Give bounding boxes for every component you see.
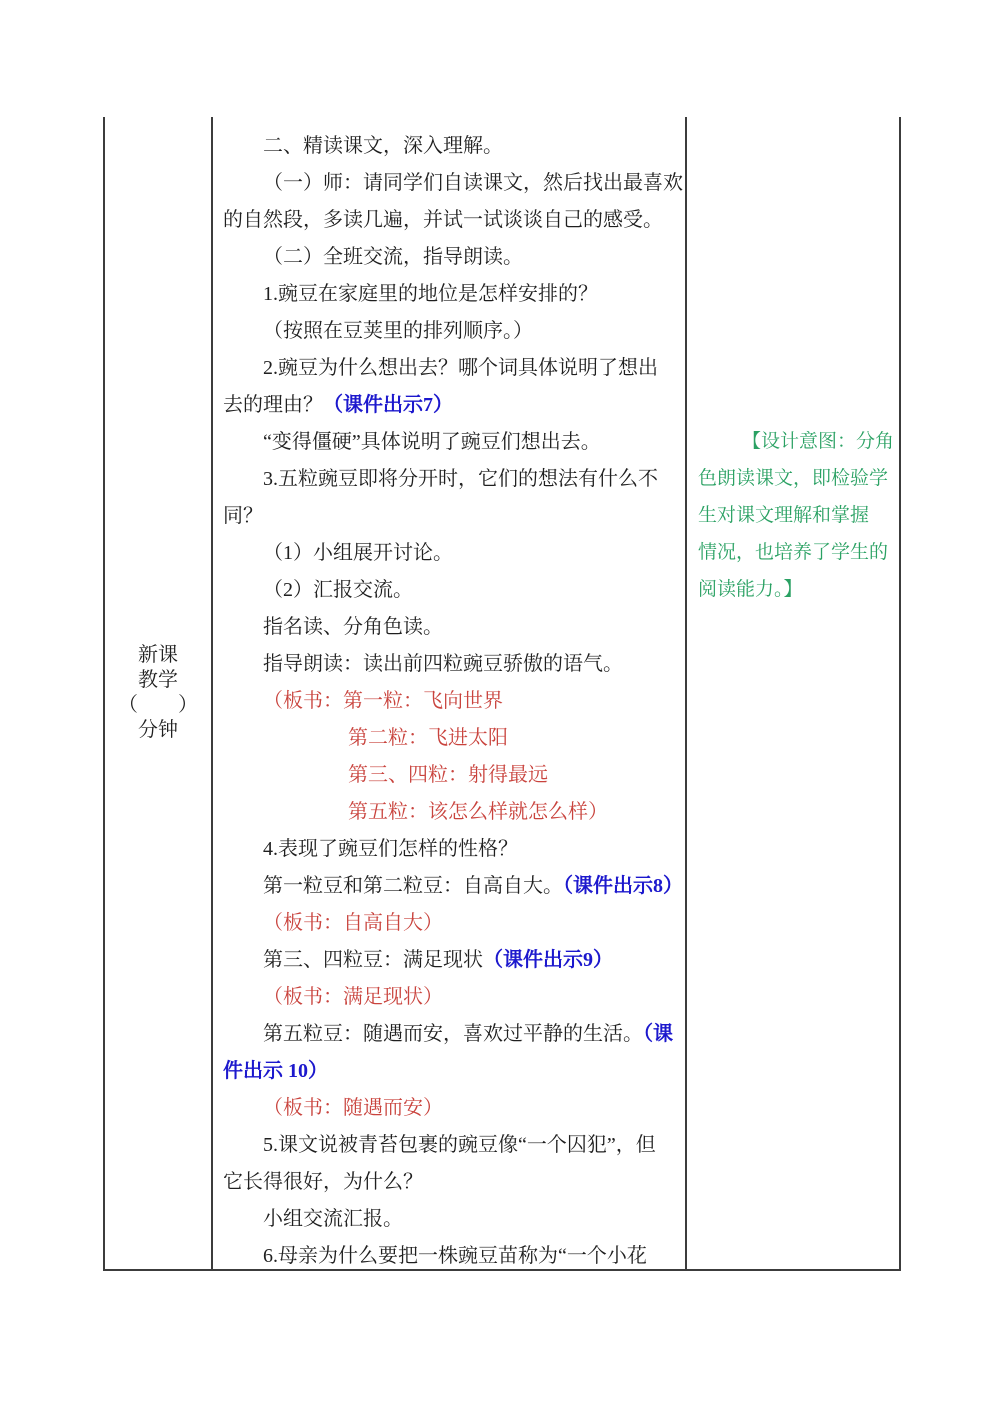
content-line xyxy=(223,831,683,868)
content-line xyxy=(223,646,683,683)
content-text: 第一粒豆和第二粒豆：自高自大。 xyxy=(263,875,563,897)
content-text: 指名读、分角色读。 xyxy=(263,616,443,638)
board-note-line xyxy=(223,979,683,1016)
board-note-text: （板书：随遇而安） xyxy=(263,1097,443,1119)
design-intent-cell xyxy=(687,117,899,1269)
design-intent-line: 情况，也培养了学生的 xyxy=(698,542,889,563)
content-text: （2）汇报交流。 xyxy=(263,579,413,601)
content-text: （按照在豆荚里的排列顺序。） xyxy=(263,320,533,342)
content-line xyxy=(223,128,683,165)
content-text: 6.母亲为什么要把一株豌豆苗称为“一个小花 xyxy=(263,1245,647,1267)
content-line xyxy=(223,276,683,313)
content-line xyxy=(223,868,683,905)
content-text: 同？ xyxy=(223,505,263,527)
board-note-line xyxy=(223,794,683,831)
content-line xyxy=(223,461,683,498)
board-note-line xyxy=(223,905,683,942)
stage-line: 教学 xyxy=(138,669,178,691)
content-text: 的自然段，多读几遍，并试一试谈谈自己的感受。 xyxy=(223,209,663,231)
content-text: 2.豌豆为什么想出去？哪个词具体说明了想出 xyxy=(263,357,658,379)
design-intent-line: 色朗读课文，即检验学 xyxy=(698,468,889,489)
stage-label xyxy=(118,643,198,743)
content-text: 3.五粒豌豆即将分开时，它们的想法有什么不 xyxy=(263,468,658,490)
content-line xyxy=(223,1164,683,1201)
content-text: 5.课文说被青苔包裹的豌豆像“一个囚犯”，但 xyxy=(263,1134,656,1156)
content-line xyxy=(223,572,683,609)
content-line xyxy=(223,165,683,202)
courseware-ref: （课件出示7） xyxy=(323,394,453,416)
content-text: 第五粒豆：随遇而安，喜欢过平静的生活。 xyxy=(263,1023,643,1045)
courseware-ref: （课件出示8） xyxy=(563,875,683,897)
content-line xyxy=(223,350,683,387)
content-text: （一）师：请同学们自读课文，然后找出最喜欢 xyxy=(263,172,683,194)
design-intent-line: 生对课文理解和掌握 xyxy=(698,505,870,526)
lesson-plan-table xyxy=(103,117,901,1271)
content-line xyxy=(223,1201,683,1238)
content-text: 它长得很好，为什么？ xyxy=(223,1171,423,1193)
content-text: 去的理由？ xyxy=(223,394,323,416)
stage-line: 新课 xyxy=(138,644,178,666)
content-line xyxy=(223,942,683,979)
content-text: （二）全班交流，指导朗读。 xyxy=(263,246,523,268)
content-line xyxy=(223,1238,683,1269)
stage-line: 分钟 xyxy=(138,719,178,741)
board-note-text: 第三、四粒：射得最远 xyxy=(348,764,548,786)
content-line xyxy=(223,1016,683,1053)
courseware-ref: （课 xyxy=(643,1023,673,1045)
board-note-line xyxy=(223,1090,683,1127)
content-text: “变得僵硬”具体说明了豌豆们想出去。 xyxy=(263,431,601,453)
content-line xyxy=(223,202,683,239)
content-text: 4.表现了豌豆们怎样的性格？ xyxy=(263,838,518,860)
board-note-text: 第二粒：飞进太阳 xyxy=(348,727,508,749)
board-note-text: 第五粒：该怎么样就怎么样） xyxy=(348,801,608,823)
content-line xyxy=(223,535,683,572)
content-line xyxy=(223,609,683,646)
content-text: 第三、四粒豆：满足现状 xyxy=(263,949,483,971)
content-text: 二、精读课文，深入理解。 xyxy=(263,135,503,157)
content-text: 1.豌豆在家庭里的地位是怎样安排的？ xyxy=(263,283,598,305)
board-note-text: （板书：满足现状） xyxy=(263,986,443,1008)
design-intent-line: 阅读能力。】 xyxy=(698,579,803,600)
content-line xyxy=(223,387,683,424)
board-note-line xyxy=(223,683,683,720)
stage-line: （ ） xyxy=(118,694,198,716)
content-line xyxy=(223,1127,683,1164)
content-text: 指导朗读：读出前四粒豌豆骄傲的语气。 xyxy=(263,653,623,675)
content-text: 小组交流汇报。 xyxy=(263,1208,403,1230)
content-cell xyxy=(213,117,687,1269)
courseware-ref: 件出示 10） xyxy=(223,1060,328,1082)
content-line xyxy=(223,239,683,276)
courseware-ref: （课件出示9） xyxy=(483,949,613,971)
stage-cell xyxy=(105,117,213,1269)
content-line xyxy=(223,498,683,535)
board-note-line xyxy=(223,757,683,794)
content-line xyxy=(223,424,683,461)
content-line xyxy=(223,1053,683,1090)
content-line xyxy=(223,313,683,350)
board-note-line xyxy=(223,720,683,757)
content-text: （1）小组展开讨论。 xyxy=(263,542,453,564)
board-note-text: （板书：自高自大） xyxy=(263,912,443,934)
board-note-text: （板书：第一粒：飞向世界 xyxy=(263,690,503,712)
design-intent-line: 【设计意图：分角 xyxy=(742,431,895,452)
